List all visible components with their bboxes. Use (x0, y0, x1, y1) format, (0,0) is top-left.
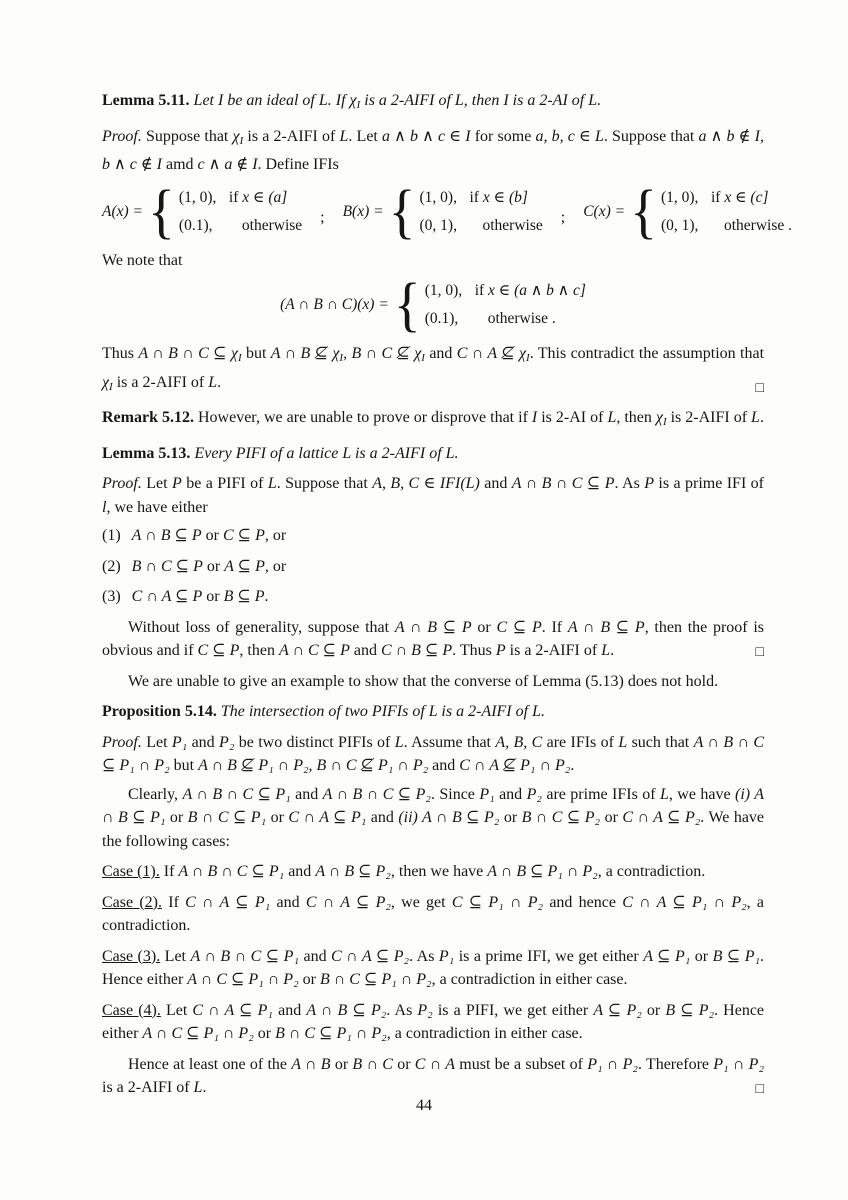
proof-5-14-clearly (102, 783, 764, 854)
text-segment: is a 2-AIFI of (102, 1079, 194, 1096)
text-segment: or (298, 971, 320, 988)
text-segment: be a PIFI of (181, 475, 268, 492)
piecewise-cases (425, 279, 586, 331)
text-segment: A ∩ B ⊆ P (567, 618, 645, 636)
text-segment: . Define IFIs (257, 156, 339, 173)
text-segment: are prime IFIs of (541, 785, 660, 803)
proposition-5-14 (102, 700, 764, 724)
case-brace-icon: { (388, 178, 416, 245)
text-segment: Every PIFI of a lattice L is a 2-AIFI of L. (190, 444, 459, 462)
text-segment: C ∩ A ⊆ P₁ (288, 809, 367, 826)
subscript: I (339, 352, 344, 364)
text-segment: Let (141, 733, 172, 751)
text-segment: P₂ (526, 785, 542, 803)
text-segment: A, B, C (495, 733, 543, 751)
qed-symbol: □ (755, 1081, 764, 1097)
text-segment: A ∩ B ∩ C ⊆ P₁ (190, 947, 300, 965)
text-segment: B ⊆ P₁ (712, 947, 761, 965)
text-segment: is a 2-AIFI of (243, 127, 340, 145)
definition-B (342, 178, 543, 245)
text-segment: P₁ ∩ P₂ (713, 1055, 765, 1073)
text-segment: C ∩ A ⊈ χ (456, 345, 527, 362)
text-segment: . (264, 588, 269, 605)
text-segment: x ∈ (a ∧ b ∧ c] (488, 282, 586, 299)
text-segment: A ∩ B ∩ C ⊆ P₁ (178, 863, 285, 880)
text-segment: and hence (543, 893, 623, 911)
text-segment: B ∩ C ⊆ P₁ ∩ P₂ (275, 1025, 387, 1042)
text-segment: if (474, 282, 489, 299)
text-segment: We note that (102, 251, 183, 269)
text-segment: , then (239, 642, 279, 659)
case-condition (483, 214, 543, 238)
case-value: (0, 1), (660, 216, 699, 234)
text-segment: L (208, 373, 218, 391)
text-segment: C ⊆ P (197, 642, 240, 659)
text-segment: and (290, 785, 323, 803)
qed-symbol: □ (755, 644, 764, 660)
text-segment: and (366, 809, 399, 826)
case-condition (475, 279, 586, 303)
text-segment: . This contradict the assumption that (529, 345, 765, 362)
text-segment: . We have the following cases: (102, 809, 765, 850)
text-segment: . Therefore (637, 1055, 714, 1073)
prime-cases-list-item-2 (102, 555, 764, 579)
text-segment: but (169, 757, 199, 774)
text-segment: . As (409, 947, 439, 965)
text-segment: B ⊆ P₂ (665, 1001, 715, 1019)
subscript: I (237, 352, 242, 364)
text-segment: L (618, 733, 628, 751)
subscript: I (109, 380, 113, 393)
intersection-equation (102, 271, 764, 339)
text-segment: L (607, 409, 617, 426)
proof-5-13-intro (102, 472, 764, 519)
text-segment: Let (141, 475, 172, 492)
text-segment: A ∩ B ∩ C ⊆ P₂ (322, 785, 431, 803)
text-segment: P (644, 475, 654, 492)
case-condition (229, 186, 287, 210)
definition-A (102, 178, 303, 245)
text-segment: be two distinct PIFIs of (234, 733, 395, 751)
case-condition (711, 186, 769, 210)
text-segment: A ⊆ P (224, 557, 265, 575)
text-segment: and (273, 1001, 307, 1019)
text-segment: or (202, 588, 224, 605)
text-segment: Clearly, (128, 785, 183, 803)
proof-5-11-intro (102, 125, 764, 177)
piecewise-cases (661, 186, 792, 238)
text-segment: or (471, 618, 497, 636)
text-segment: for some (470, 127, 536, 145)
text-segment: Without loss of generality, suppose that (128, 618, 395, 636)
text-segment: . (759, 409, 764, 426)
text-segment: otherwise (482, 216, 543, 234)
text-segment: . Suppose that (603, 127, 699, 145)
subscript: I (356, 99, 361, 111)
text-segment: Proof. (102, 733, 142, 751)
text-segment: A ∩ B ⊈ χ (270, 345, 340, 362)
case-label: Case (1). (102, 863, 160, 880)
text-segment: is a prime IFI of (653, 475, 765, 492)
text-segment: , a contradiction in either case. (386, 1025, 583, 1042)
text-segment: and (428, 757, 460, 774)
text-segment: , a contradiction. (597, 863, 706, 880)
text-segment: A ∩ B ⊆ P (394, 618, 472, 636)
case-row (420, 186, 543, 210)
text-segment: A ∩ B (291, 1055, 331, 1073)
case-label: Case (2). (102, 893, 162, 911)
text-segment: A, B, C ∈ IFI(L) (372, 475, 480, 492)
equation-lhs: (A ∩ B ∩ C)(x) = (280, 296, 389, 313)
case-value: (0, 1), (419, 216, 457, 234)
document-body (102, 82, 792, 1105)
text-segment: otherwise (241, 216, 303, 234)
case-brace-icon: { (630, 178, 657, 245)
remark-5-12 (102, 406, 764, 435)
definition-C (583, 178, 792, 245)
text-segment: A ∩ B ⊆ P₂ (315, 863, 391, 880)
subscript: I (526, 352, 530, 364)
text-segment: . Hence either (102, 947, 765, 988)
list-item-number: (2) (102, 557, 121, 575)
case-value: (1, 0), (660, 188, 699, 206)
subscript: I (421, 352, 425, 364)
text-segment: l (102, 498, 107, 516)
text-segment: C ∩ A ⊈ P₁ ∩ P₂ (459, 757, 571, 774)
text-segment: Proof. (102, 127, 142, 145)
text-segment: or (330, 1055, 353, 1073)
text-segment: However, we are unable to prove or disprove that if (193, 409, 532, 426)
text-segment: Lemma 5.11. (102, 92, 190, 109)
text-segment: . Assume that (403, 733, 496, 751)
text-segment: or (201, 527, 223, 544)
text-segment: and (494, 785, 527, 803)
text-segment: Thus (102, 345, 139, 362)
text-segment: or (253, 1025, 276, 1042)
text-segment: x ∈ (b] (482, 188, 528, 206)
text-segment: . If (541, 618, 568, 636)
text-segment: L (394, 733, 404, 751)
case-row (425, 279, 586, 303)
text-segment: B ∩ C ⊆ P (131, 557, 203, 575)
text-segment: and (284, 863, 316, 880)
text-segment: C ∩ A ⊆ P₂ (331, 947, 410, 965)
text-segment: are IFIs of (542, 733, 619, 751)
text-segment: , we have (668, 785, 735, 803)
text-segment: , then (616, 409, 656, 426)
text-segment: c ∧ a ∉ I (197, 156, 258, 173)
case-row (420, 214, 543, 238)
case-value: (0.1), (178, 216, 213, 234)
text-segment: , then we have (390, 863, 488, 880)
text-segment: , or (264, 527, 287, 544)
text-segment: (ii) A ∩ B ⊆ P₂ (398, 809, 500, 826)
text-segment: , or (264, 557, 287, 575)
text-segment: , B ∩ C ⊈ χ (343, 345, 422, 362)
case-label: Case (4). (102, 1001, 161, 1019)
case-brace-icon: { (393, 271, 421, 339)
piecewise-cases (179, 186, 302, 238)
text-segment: P (495, 642, 506, 659)
list-item-number: (3) (102, 588, 121, 605)
text-segment: If (162, 893, 186, 911)
text-segment: Let (160, 1001, 193, 1019)
case-condition (242, 214, 302, 238)
text-segment: , we get (390, 893, 452, 911)
intersection-ABC (280, 271, 586, 339)
text-segment: or (499, 809, 522, 826)
text-segment: Proposition 5.14. (102, 703, 217, 720)
case-value: (1, 0), (419, 188, 457, 206)
text-segment: is a 2-AIFI of (112, 373, 209, 391)
case-brace-icon: { (148, 178, 175, 245)
text-segment: or (641, 1001, 666, 1019)
text-segment: Remark 5.12. (102, 409, 194, 426)
text-segment: A ∩ B ⊆ P (131, 527, 202, 544)
case-row (179, 186, 302, 210)
text-segment: C ∩ A (414, 1055, 456, 1073)
list-item-number: (1) (102, 527, 121, 544)
text-segment: but (241, 345, 271, 362)
text-segment: otherwise . (723, 216, 792, 234)
text-segment: If (159, 863, 179, 880)
text-segment: A ∩ B ⊈ P₁ ∩ P₂, B ∩ C ⊈ P₁ ∩ P₂ (198, 757, 429, 774)
text-segment: . Let (348, 127, 383, 145)
subscript: I (662, 416, 667, 428)
ifi-definitions-equation (102, 178, 792, 245)
page-number: 44 (416, 1097, 432, 1114)
text-segment: if (228, 188, 243, 206)
case-condition (470, 186, 528, 210)
converse-note (102, 670, 764, 694)
lemma-5-13 (102, 442, 764, 466)
text-segment: P (172, 475, 182, 492)
lemma-5-11 (102, 89, 764, 118)
text-segment: The intersection of two PIFIs of L is a 2-AIFI of L. (216, 703, 545, 720)
text-segment: . Suppose that (276, 475, 373, 492)
text-segment: . Hence either (102, 1001, 765, 1042)
text-segment: such that (627, 733, 694, 751)
text-segment: a, b, c ∈ L (535, 127, 604, 145)
text-segment: C ∩ A ⊆ P₁ (192, 1001, 273, 1019)
text-segment: C ⊆ P (496, 618, 542, 636)
text-segment: P₁ (479, 785, 495, 803)
case-row (661, 214, 792, 238)
text-segment: C ⊆ P₁ ∩ P₂ (451, 893, 544, 911)
equation-lhs: A(x) = (102, 202, 144, 220)
text-segment: and (479, 475, 512, 492)
text-segment: and (187, 733, 220, 751)
text-segment: L (193, 1079, 203, 1096)
text-segment: . (202, 1079, 207, 1096)
equation-lhs: B(x) = (342, 202, 384, 220)
text-segment: A ∩ B ∩ C ⊆ P (511, 475, 615, 492)
text-segment: C ∩ A ⊆ P₁ ∩ P₂ (622, 893, 747, 911)
case-4 (102, 999, 764, 1046)
text-segment: Let I be an ideal of L. If (189, 92, 350, 109)
text-segment: A ∩ C ⊆ P (278, 642, 350, 659)
text-segment: B ∩ C ⊆ P₂ (521, 809, 601, 826)
text-segment: or (202, 557, 225, 575)
text-segment: or (165, 809, 188, 826)
text-segment: B ∩ C (352, 1055, 393, 1073)
text-segment: (i) A ∩ B ⊆ P₁ (102, 785, 764, 826)
text-segment: C ∩ B ⊆ P (380, 642, 453, 659)
text-segment: C ∩ A ⊆ P₂ (622, 809, 701, 826)
text-segment: L (601, 642, 611, 659)
text-segment: L (339, 127, 349, 145)
text-segment: or (266, 809, 289, 826)
text-segment: I (531, 409, 538, 426)
text-segment: A ∩ B ⊆ P₂ (306, 1001, 387, 1019)
text-segment: A ∩ C ⊆ P₁ ∩ P₂ (142, 1025, 254, 1042)
text-segment: χ (349, 92, 357, 109)
text-segment: Let (160, 947, 191, 965)
text-segment: . Since (430, 785, 480, 803)
qed-symbol: □ (755, 381, 764, 396)
text-segment: , a contradiction in either case. (431, 971, 628, 988)
case-1 (102, 860, 764, 884)
case-row (425, 307, 586, 331)
text-segment: B ∩ C ⊆ P₁ ∩ P₂ (319, 971, 432, 988)
case-value: (1, 0), (178, 188, 217, 206)
text-segment: , then the proof is obvious and if (102, 618, 765, 659)
text-segment: C ⊆ P (222, 527, 265, 544)
proof-5-11-conclusion (102, 342, 764, 399)
text-segment: C ∩ A ⊆ P₂ (305, 893, 391, 911)
text-segment: L (267, 475, 277, 492)
text-segment: is a PIFI, we get either (432, 1001, 594, 1019)
text-segment: Lemma 5.13. (102, 444, 191, 462)
text-segment: a ∧ b ∧ c ∈ I (382, 127, 471, 145)
text-segment: , we have either (106, 498, 208, 516)
prime-cases-list-item-1 (102, 524, 764, 548)
text-segment: must be a subset of (455, 1055, 588, 1073)
equation-separator: ; (320, 208, 325, 226)
text-segment: if (710, 188, 725, 206)
text-segment: amd (161, 156, 198, 173)
we-note-that (102, 249, 764, 273)
equation-lhs: C(x) = (583, 202, 626, 220)
case-label: Case (3). (102, 947, 161, 965)
text-segment: P₂ (219, 733, 235, 751)
text-segment: A ∩ B ∩ C ⊆ P₁ (182, 785, 291, 803)
text-segment: is a 2-AIFI of L, then I is a 2-AI of L. (360, 92, 602, 109)
text-segment: . Thus (452, 642, 496, 659)
text-segment: A ⊆ P₁ (643, 947, 691, 965)
text-segment: P₁ (171, 733, 188, 751)
text-segment: A ∩ B ∩ C ⊆ χ (138, 345, 238, 362)
text-segment: L (659, 785, 669, 803)
text-segment: and (424, 345, 457, 362)
case-condition (488, 307, 556, 331)
text-segment: . As (614, 475, 645, 492)
text-segment: x ∈ (c] (724, 188, 769, 206)
proof-5-14-intro (102, 731, 764, 778)
text-segment: B ∩ C ⊆ P₁ (187, 809, 267, 826)
text-segment: A ∩ B ⊆ P₁ ∩ P₂ (487, 863, 598, 880)
equation-separator: ; (560, 208, 566, 226)
text-segment: otherwise . (487, 310, 556, 327)
text-segment: χ (655, 409, 663, 426)
text-segment: is 2-AI of (537, 409, 608, 426)
text-segment: x ∈ (a] (242, 188, 288, 206)
text-segment: and (349, 642, 381, 659)
text-segment: Hence at least one of the (128, 1055, 292, 1073)
prime-cases-list-item-3 (102, 585, 764, 609)
text-segment: P₂ (417, 1001, 433, 1019)
text-segment: and (299, 947, 332, 965)
text-segment: is a 2-AIFI of (505, 642, 602, 659)
text-segment: We are unable to give an example to show that the converse of Lemma (5.13) does not hold. (128, 672, 719, 690)
text-segment: Proof. (102, 475, 142, 492)
text-segment: , a contradiction. (102, 893, 764, 934)
case-2 (102, 891, 764, 938)
text-segment: A ∩ B ∩ C ⊆ P₁ ∩ P₂ (102, 733, 765, 774)
text-segment: L (751, 409, 760, 426)
text-segment: χ (232, 127, 240, 145)
text-segment: A ⊆ P₂ (593, 1001, 642, 1019)
text-segment: or (600, 809, 623, 826)
case-row (661, 186, 792, 210)
text-segment: Suppose that (141, 127, 233, 145)
text-segment: or (392, 1055, 415, 1073)
text-segment: C ∩ A ⊆ P (131, 588, 203, 605)
text-segment: . (217, 373, 222, 391)
text-segment: χ (102, 373, 110, 391)
text-segment: C ∩ A ⊆ P₁ (185, 893, 271, 911)
subscript: I (239, 134, 244, 147)
text-segment: a ∧ b ∉ I, b ∧ c ∉ I (102, 127, 764, 173)
text-segment: . As (386, 1001, 418, 1019)
text-segment: . (610, 642, 615, 659)
case-row (179, 214, 302, 238)
text-segment: or (690, 947, 713, 965)
text-segment: is 2-AIFI of (666, 409, 752, 426)
case-condition (724, 214, 792, 238)
text-segment: and (270, 893, 306, 911)
text-segment: B ⊆ P (223, 588, 265, 605)
text-segment: P₁ ∩ P₂ (587, 1055, 638, 1073)
piecewise-cases (420, 186, 543, 238)
text-segment: . (570, 757, 575, 774)
proof-5-14-conclusion (102, 1053, 764, 1100)
text-segment: P₁ (438, 947, 455, 965)
case-3 (102, 945, 764, 992)
proof-5-13-conclusion (102, 616, 764, 663)
case-value: (0.1), (424, 310, 459, 327)
case-value: (1, 0), (424, 282, 463, 299)
text-segment: A ∩ C ⊆ P₁ ∩ P₂ (187, 971, 299, 988)
text-segment: is a prime IFI, we get either (454, 947, 644, 965)
text-segment: if (469, 188, 483, 206)
